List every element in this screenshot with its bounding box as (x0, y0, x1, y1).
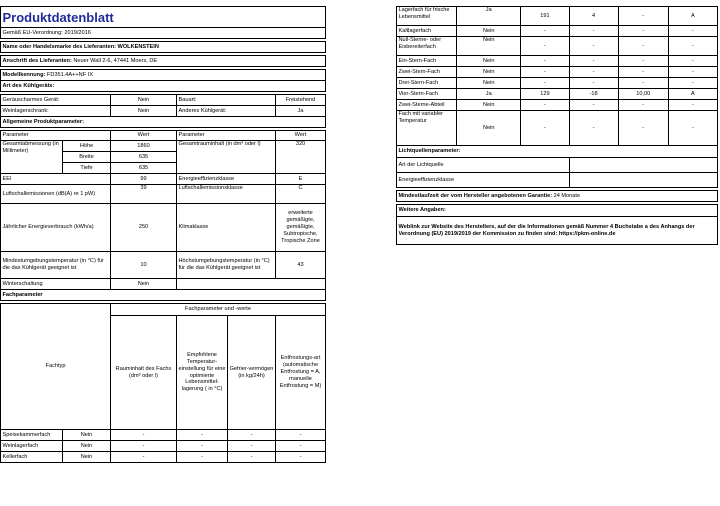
table-row (397, 26, 718, 37)
noise-class-label: Luftschallemissionsklasse (177, 185, 276, 204)
table-row (1, 452, 326, 463)
height-label: Höhe (63, 141, 111, 152)
comp-temp: - (569, 78, 618, 89)
table-row (397, 67, 718, 78)
wine-label: Weinlagerschrank: (1, 106, 111, 117)
max-temp-label: Höchstumgebungstemperatur (in °C) für die das Kühlgerät geeignet ist (177, 252, 276, 279)
comp-freeze: - (618, 67, 668, 78)
comp-defrost: - (276, 452, 326, 463)
max-temp-value: 43 (276, 252, 326, 279)
comp-name: Ein-Stern-Fach (397, 56, 457, 67)
comp-present: Nein (457, 26, 521, 37)
light-class-value (569, 173, 718, 188)
comp-volume: - (521, 56, 569, 67)
table-row (397, 100, 718, 111)
comp-name: Kaltlagerfach (397, 26, 457, 37)
comp-defrost: - (668, 111, 717, 146)
comp-defrost: - (668, 78, 717, 89)
product-datasheet-page-2 (396, 6, 718, 258)
comp-present: Nein (457, 78, 521, 89)
comp-defrost: A (668, 89, 717, 100)
comp-freeze: - (618, 100, 668, 111)
model-row (1, 70, 326, 81)
comp-freeze: - (618, 7, 668, 26)
eei-value: 99 (111, 174, 177, 185)
comp-freeze: - (228, 430, 276, 441)
comp-freeze: - (618, 78, 668, 89)
wine-value: Nein (111, 106, 177, 117)
comp-name: Lagerfach für frische Lebensmittel (397, 7, 457, 26)
comp-defrost: - (668, 26, 717, 37)
comp-present: Nein (63, 441, 111, 452)
comp-present: Nein (457, 67, 521, 78)
dims-label: Gesamtabmessung (in Millimeter) (1, 141, 63, 174)
comp-freeze: - (618, 26, 668, 37)
min-temp-label: Mindestumgebungstemperatur (in °C) für die das Kühlgerät geeignet ist (1, 252, 111, 279)
light-params-heading: Lichtquellenparameter: (397, 146, 718, 158)
volume-value: 320 (276, 141, 326, 174)
build-label: Bauart: (177, 95, 276, 106)
height-value: 1860 (111, 141, 177, 152)
comp-temp: - (569, 56, 618, 67)
comp-defrost: - (276, 441, 326, 452)
device-type-heading: Art des Kühlgeräts: (1, 81, 326, 92)
datasheet-table-compartments (396, 6, 718, 245)
value-header-2: Wert (276, 131, 326, 141)
col-defrost-header: Entfrostungs-art (automatische Entfrostung = A, manuelle Entfrostung = M) (276, 316, 326, 430)
width-value: 635 (111, 152, 177, 163)
comp-temp: - (569, 26, 618, 37)
comp-name: Null-Sterne- oder Eisbereiterfach (397, 37, 457, 56)
value-header: Wert (111, 131, 177, 141)
climate-class-label: Klimaklasse (177, 204, 276, 252)
winter-value: Nein (111, 279, 177, 290)
param-header-2: Parameter (177, 131, 276, 141)
volume-label: Gesamtrauminhalt (in dm³ oder l) (177, 141, 276, 174)
comp-temp: 4 (569, 7, 618, 26)
comp-volume: - (521, 111, 569, 146)
comp-params-heading: Fachparameter (1, 290, 326, 301)
comp-volume: - (111, 452, 177, 463)
comp-temp: - (177, 441, 228, 452)
comp-name: Drei-Stern-Fach (397, 78, 457, 89)
energy-class-value: E (276, 174, 326, 185)
product-datasheet-page-1 (0, 6, 325, 491)
noise-label: Luftschallemissionen (dB(A) re 1 pW) (1, 185, 111, 204)
comp-name: Vier-Stern-Fach (397, 89, 457, 100)
supplier-address-label: Anschrift des Lieferanten: (2, 57, 72, 64)
comp-defrost: A (668, 7, 717, 26)
general-params-heading: Allgemeine Produktparameter: (1, 117, 326, 128)
warranty-label: Mindestlaufzeit der vom Hersteller angebotenen Garantie: (398, 192, 553, 199)
low-noise-label: Geräuscharmes Gerät: (1, 95, 111, 106)
winter-label: Winterschaltung (1, 279, 111, 290)
comp-freeze: - (618, 37, 668, 56)
depth-label: Tiefe (63, 163, 111, 174)
comp-volume: 129 (521, 89, 569, 100)
comp-temp: -18 (569, 89, 618, 100)
comp-name: Weinlagerfach (1, 441, 63, 452)
col-freeze-header: Gefrier-vermögen (in kg/24h) (228, 316, 276, 430)
comp-temp: - (569, 100, 618, 111)
comp-freeze: - (228, 441, 276, 452)
table-row (397, 78, 718, 89)
comp-type-header: Fachtyp (1, 304, 111, 430)
comp-present: Nein (457, 100, 521, 111)
col-temp-header: Empfohlene Temperatur-einstellung für eine optimierte Lebensmittel-lagerung ( in °C) (177, 316, 228, 430)
comp-temp: - (569, 37, 618, 56)
comp-name: Kellerfach (1, 452, 63, 463)
other-label: Anderes Kühlgerät: (177, 106, 276, 117)
table-row (1, 430, 326, 441)
comp-volume: - (521, 26, 569, 37)
comp-defrost: - (668, 56, 717, 67)
warranty-row (397, 191, 718, 202)
build-value: Freistehend (276, 95, 326, 106)
comp-temp: - (177, 452, 228, 463)
min-temp-value: 10 (111, 252, 177, 279)
comp-present: Nein (457, 56, 521, 67)
datasheet-table-general (0, 6, 326, 463)
climate-class-value: erweiterte gemäßigte, gemäßigte, Subtropische, Tropische Zone (276, 204, 326, 252)
warranty-value: 24 Monate (553, 192, 581, 199)
comp-defrost: - (276, 430, 326, 441)
model-label: Modellkennung: (2, 71, 46, 78)
supplier-name-row (1, 42, 326, 53)
other-value: Ja (276, 106, 326, 117)
col-volume-header: Rauminhalt des Fachs (dm³ oder l) (111, 316, 177, 430)
comp-freeze: - (618, 111, 668, 146)
light-class-label: Energieeffizienzklasse (397, 173, 570, 188)
table-row (397, 56, 718, 67)
comp-temp: - (569, 111, 618, 146)
comp-volume: - (521, 37, 569, 56)
comp-volume: - (111, 441, 177, 452)
table-row (397, 37, 718, 56)
page-title: Produktdatenblatt (1, 7, 326, 28)
comp-present: Ja (457, 89, 521, 100)
comp-freeze: - (618, 56, 668, 67)
supplier-name-label: Name oder Handelsmarke des Lieferanten: (2, 43, 116, 50)
comp-volume: - (521, 67, 569, 78)
comp-temp: - (569, 67, 618, 78)
comp-defrost: - (668, 100, 717, 111)
manufacturer-weblink: Weblink zur Website des Herstellers, auf der die Informationen gemäß Nummer 4 Buchstabe a des Anhangs der Verordnung (EU) 2019/2019 der Kommission zu finden sind: https://pkm-online.de (397, 217, 718, 245)
width-label: Breite (63, 152, 111, 163)
supplier-address-value: Neuer Wall 2-6, 47441 Moers, DE (73, 57, 158, 64)
depth-value: 635 (111, 163, 177, 174)
model-value: FD351.4A++NF IX (46, 71, 93, 78)
comp-present: Nein (457, 37, 521, 56)
comp-volume: - (521, 78, 569, 89)
param-header: Parameter (1, 131, 111, 141)
supplier-address-row (1, 56, 326, 67)
comp-name: Speisekammerfach (1, 430, 63, 441)
comp-freeze: - (228, 452, 276, 463)
more-info-heading: Weitere Angaben: (397, 205, 718, 217)
comp-params-header: Fachparameter und -werte (111, 304, 326, 316)
comp-present: Nein (457, 111, 521, 146)
regulation-subtitle: Gemäß EU-Verordnung: 2019/2016 (1, 28, 326, 39)
comp-name: Zwei-Sterne-Abteil (397, 100, 457, 111)
eei-label: EEI (1, 174, 111, 185)
table-row (397, 89, 718, 100)
light-type-value (569, 158, 718, 173)
energy-consumption-label: Jährlicher Energieverbrauch (kWh/a) (1, 204, 111, 252)
light-type-label: Art der Lichtquelle (397, 158, 570, 173)
comp-freeze: 10,00 (618, 89, 668, 100)
energy-consumption-value: 250 (111, 204, 177, 252)
low-noise-value: Nein (111, 95, 177, 106)
comp-volume: - (521, 100, 569, 111)
table-row (397, 7, 718, 26)
energy-class-label: Energieeffizienzklasse (177, 174, 276, 185)
comp-present: Nein (63, 452, 111, 463)
table-row (1, 441, 326, 452)
comp-defrost: - (668, 67, 717, 78)
comp-defrost: - (668, 37, 717, 56)
supplier-name-value: WOLKENSTEIN (117, 43, 159, 50)
comp-volume: 191 (521, 7, 569, 26)
noise-value: 39 (111, 185, 177, 204)
comp-temp: - (177, 430, 228, 441)
comp-volume: - (111, 430, 177, 441)
comp-present: Ja (457, 7, 521, 26)
table-row (397, 111, 718, 146)
comp-present: Nein (63, 430, 111, 441)
comp-name: Fach mit variabler Temperatur (397, 111, 457, 146)
comp-name: Zwei-Stern-Fach (397, 67, 457, 78)
noise-class-value: C (276, 185, 326, 204)
